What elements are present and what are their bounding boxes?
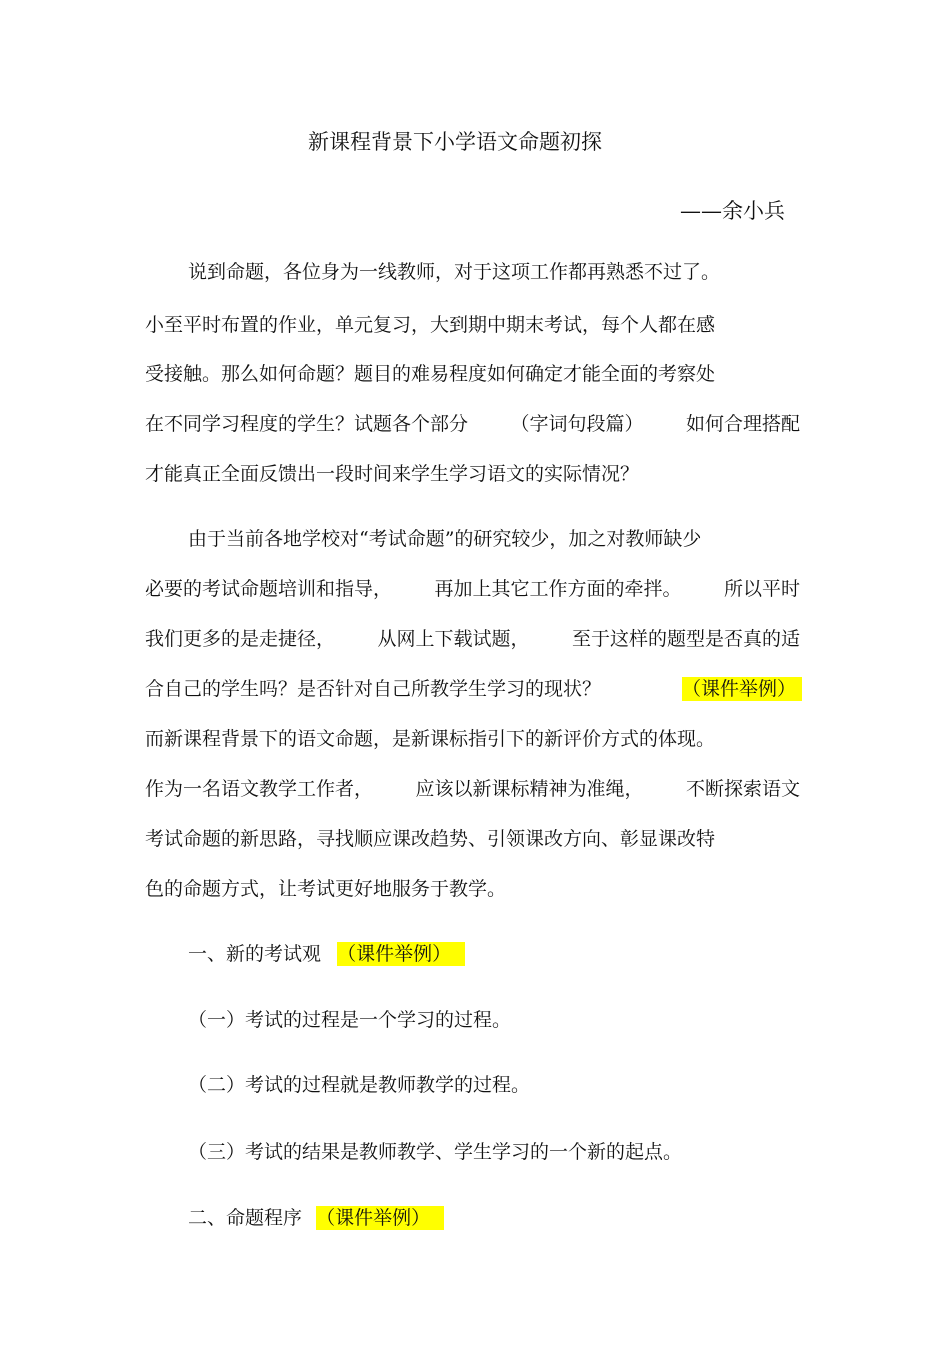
para1-line-4-c: 如何合理搭配 [685, 413, 800, 435]
para2-line-3 [145, 627, 800, 651]
para2-line-2-a: 必要的考试命题培训和指导， [145, 578, 393, 600]
document-title: 新课程背景下小学语文命题初探 [308, 130, 602, 154]
para2-line-6 [145, 777, 800, 801]
para1-line-4-a: 在不同学习程度的学生？试题各个部分 [145, 413, 469, 435]
para2-line-4 [145, 677, 601, 701]
para2-line-2-b: 再加上其它工作方面的牵拌。 [434, 578, 682, 600]
para1-line-1: 说到命题，各位身为一线教师，对于这项工作都再熟悉不过了。 [188, 261, 721, 283]
section1-heading-line [188, 942, 465, 966]
para2-line-4-highlight [682, 677, 802, 701]
para2-line-3-c: 至于这样的题型是否真的适 [571, 628, 800, 650]
section2-courseware-tag: （课件举例） [316, 1206, 444, 1230]
section1-heading: 一、新的考试观 [188, 943, 322, 965]
para1-line-2: 小至平时布置的作业，单元复习，大到期中期末考试，每个人都在感 [145, 314, 716, 336]
courseware-example-tag: （课件举例） [682, 677, 802, 701]
para2-line-3-a: 我们更多的是走捷径， [145, 628, 336, 650]
para1-line-4-b: （字词句段篇） [510, 413, 644, 435]
para2-line-5: 而新课程背景下的语文命题，是新课标指引下的新评价方式的体现。 [145, 728, 716, 750]
para2-line-6-b: 应该以新课标精神为准绳， [415, 778, 644, 800]
para2-line-6-c: 不断探索语文 [685, 778, 800, 800]
section1-item-1: （一）考试的过程是一个学习的过程。 [188, 1009, 512, 1031]
para1-line-4 [145, 412, 800, 436]
section2-heading: 二、命题程序 [188, 1207, 303, 1229]
section1-item-3: （三）考试的结果是教师教学、学生学习的一个新的起点。 [188, 1141, 683, 1163]
section1-courseware-tag: （课件举例） [337, 942, 465, 966]
para2-line-7: 考试命题的新思路，寻找顺应课改趋势、引领课改方向、彰显课改特 [145, 828, 716, 850]
para2-line-6-a: 作为一名语文教学工作者， [145, 778, 374, 800]
section2-heading-line [188, 1206, 444, 1230]
para2-line-8: 色的命题方式，让考试更好地服务于教学。 [145, 878, 507, 900]
para1-line-3: 受接触。那么如何命题？题目的难易程度如何确定才能全面的考察处 [145, 363, 716, 385]
para2-line-4-a: 合自己的学生吗？是否针对自己所教学生学习的现状？ [145, 678, 602, 700]
para1-line-5: 才能真正全面反馈出一段时间来学生学习语文的实际情况？ [145, 463, 640, 485]
para2-line-2 [145, 577, 800, 601]
para2-line-2-c: 所以平时 [723, 578, 800, 600]
author-line: ——余小兵 [680, 199, 785, 223]
para2-line-3-b: 从网上下载试题， [377, 628, 530, 650]
section1-item-2: （二）考试的过程就是教师教学的过程。 [188, 1074, 531, 1096]
para2-line-1: 由于当前各地学校对“考试命题”的研究较少，加之对教师缺少 [188, 528, 702, 550]
